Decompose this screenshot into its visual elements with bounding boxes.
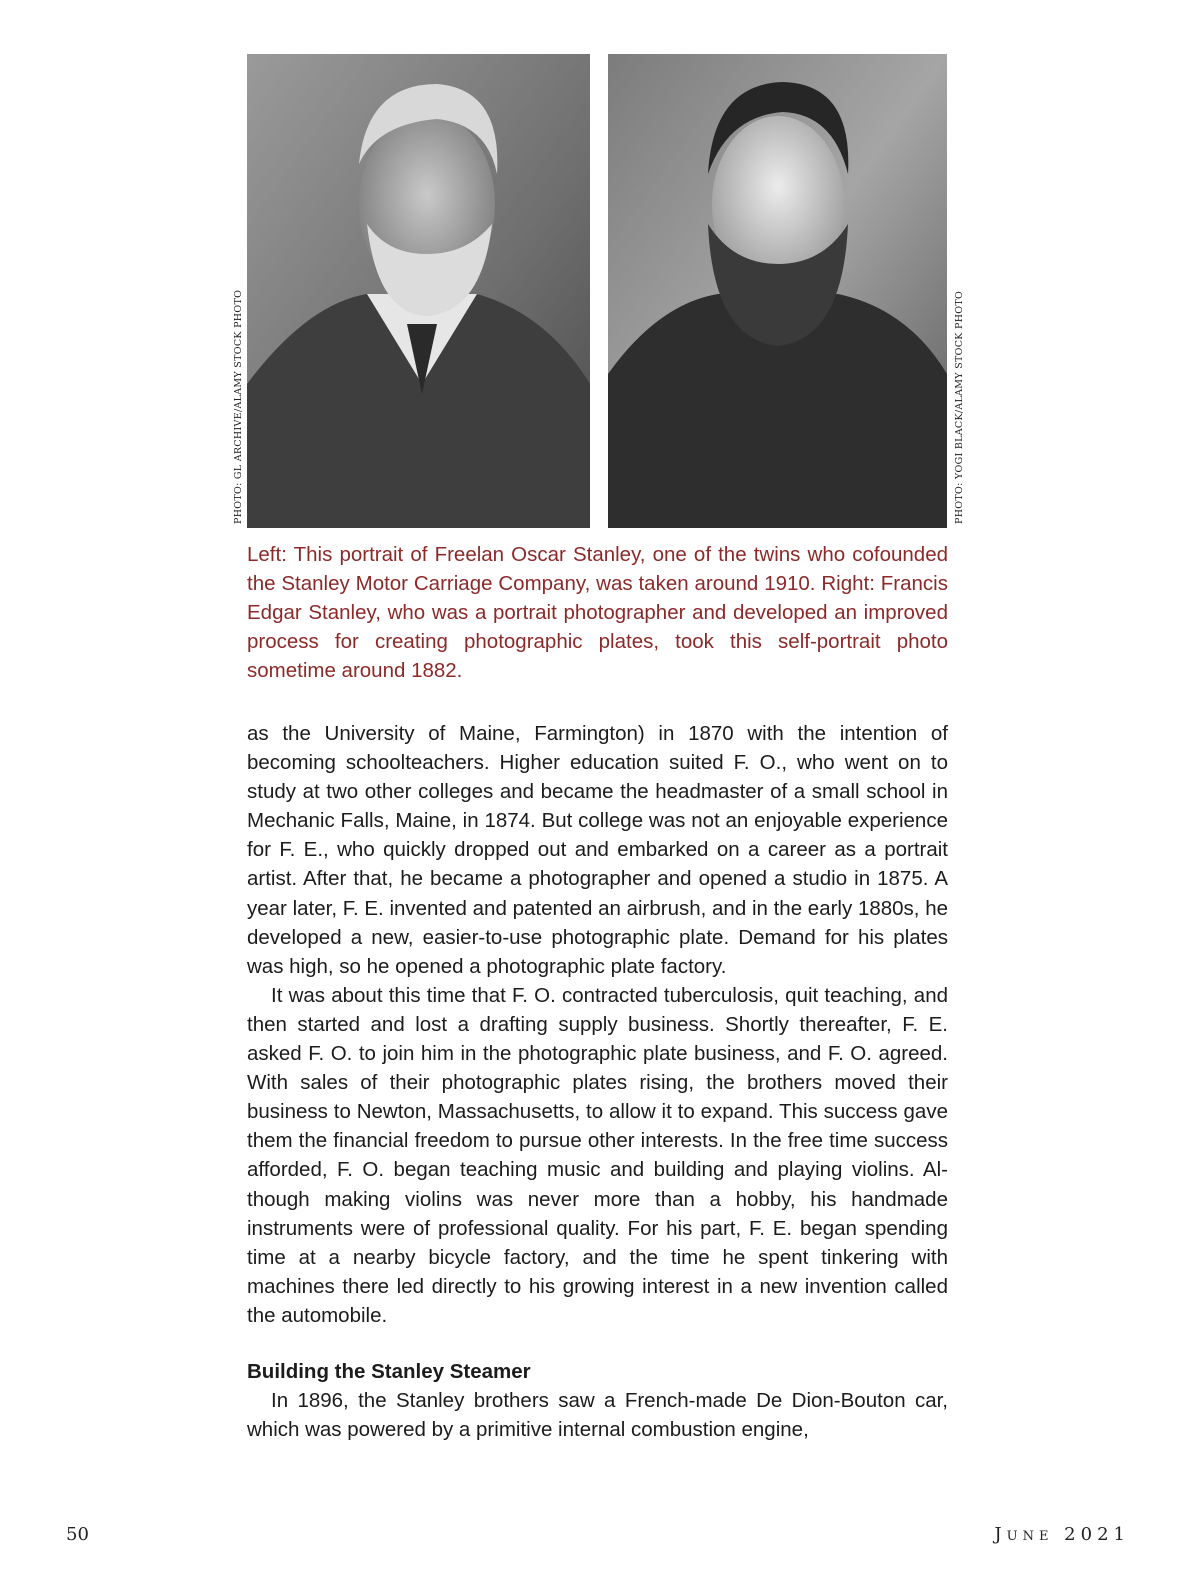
photo-caption: Left: This portrait of Freelan Oscar Stanley, one of the twins who cofounded the Stanley Motor Carriage Company, was taken around 1910. Right: Francis Edgar Stanley, who was a portrait photographer and developed an improved process for creating photographic plates, took this self-portrait photo sometime around 1882. [247, 543, 948, 682]
body-paragraph: In 1896, the Stanley brothers saw a French-made De Dion-Bouton car, which was powered by a primitive internal combustion engine, [247, 1388, 948, 1442]
portrait-photo-francis-edgar-stanley [608, 54, 947, 528]
portrait-photo-freelan-oscar-stanley [247, 54, 590, 528]
photo-credit-right: PHOTO: YOGI BLACK/ALAMY STOCK PHOTO [954, 290, 965, 524]
page-number: 50 [66, 1524, 89, 1545]
body-paragraph: It was about this time that F. O. contracted tuberculosis, quit teaching, and then started and lost a drafting supply business. Shortly thereafter, F. E. asked F. O. to join him in the photographic plate business, and F. O. agreed. With sales of their photographic plates rising, the brothers moved their business to Newton, Massachusetts, to allow it to expand. This success gave them the financial freedom to pursue other interests. In the free time success afforded, F. O. began teaching music and building and playing violins. Although making violins was never more than a hobby, his handmade instruments were of professional quality. For his part, F. E. began spending time at a nearby bicycle factory, and the time he spent tinkering with machines there led directly to his growing interest in a new invention called the automobile. [247, 983, 948, 1327]
section-heading: Building the Stanley Steamer [247, 1359, 531, 1383]
photo-credit-left: PHOTO: GL ARCHIVE/ALAMY STOCK PHOTO [233, 289, 244, 524]
body-paragraph: as the University of Maine, Farmington) in 1870 with the intention of becoming schoolteachers. Higher education suited F. O., who went on to study at two other colleges and became the headmaster of a small school in Mechanic Falls, Maine, in 1874. But college was not an enjoyable experience for F. E., who quickly dropped out and embarked on a career as a portrait artist. After that, he became a photographer and opened a studio in 1875. A year later, F. E. invented and patented an airbrush, and in the early 1880s, he developed a new, easier-to-use photographic plate. Demand for his plates was high, so he opened a photographic plate factory. [247, 722, 948, 978]
portrait-illustration-right [608, 54, 947, 528]
issue-date: June 2021 [994, 1524, 1130, 1545]
article-body [247, 719, 948, 1444]
portrait-illustration-left [247, 54, 590, 528]
